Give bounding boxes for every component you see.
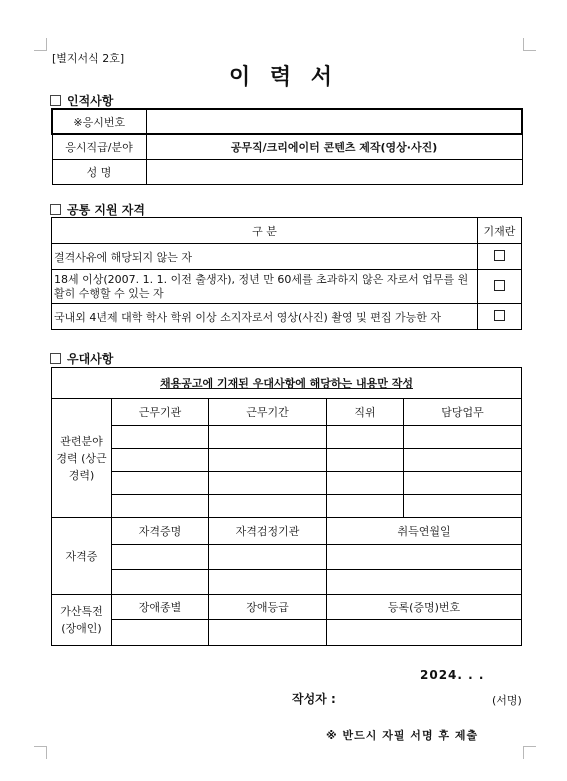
career-cell[interactable] bbox=[112, 426, 209, 449]
form-number: [별지서식 2호] bbox=[52, 52, 125, 65]
checkbox-square-icon bbox=[50, 353, 61, 364]
cert-cell[interactable] bbox=[209, 545, 327, 570]
crop-mark-bottom-right bbox=[523, 746, 536, 759]
col-work-org: 근무기관 bbox=[112, 399, 209, 426]
preference-header: 채용공고에 기재된 우대사항에 해당하는 내용만 작성 bbox=[52, 368, 522, 399]
cert-cell[interactable] bbox=[327, 570, 522, 595]
career-cell[interactable] bbox=[112, 449, 209, 472]
career-cell[interactable] bbox=[327, 472, 404, 495]
career-cell[interactable] bbox=[209, 449, 327, 472]
career-cell[interactable] bbox=[327, 495, 404, 518]
career-cell[interactable] bbox=[327, 426, 404, 449]
bonus-label: 가산특전 (장애인) bbox=[52, 595, 112, 646]
career-cell[interactable] bbox=[404, 495, 522, 518]
table-row bbox=[52, 244, 522, 270]
bonus-cell[interactable] bbox=[327, 620, 522, 646]
col-work-period: 근무기간 bbox=[209, 399, 327, 426]
table-row bbox=[52, 518, 522, 545]
category-header: 구 분 bbox=[52, 218, 478, 244]
col-duties: 담당업무 bbox=[404, 399, 522, 426]
career-cell[interactable] bbox=[112, 472, 209, 495]
section-title-label: 인적사항 bbox=[67, 94, 114, 108]
section-title-label: 공통 지원 자격 bbox=[67, 203, 145, 217]
table-row bbox=[52, 399, 522, 426]
table-row bbox=[52, 472, 522, 495]
table-row bbox=[52, 109, 522, 134]
col-cert-name: 자격증명 bbox=[112, 518, 209, 545]
table-row bbox=[52, 304, 522, 330]
table-row bbox=[52, 426, 522, 449]
table-row bbox=[52, 270, 522, 304]
date-field[interactable]: 2024. . . bbox=[420, 668, 485, 682]
checkbox-square-icon bbox=[50, 95, 61, 106]
cert-cell[interactable] bbox=[327, 545, 522, 570]
table-row bbox=[52, 620, 522, 646]
cert-cell[interactable] bbox=[112, 570, 209, 595]
qualification-item-3: 국내외 4년제 대학 학사 학위 이상 소지자로서 영상(사진) 촬영 및 편집 가능한 자 bbox=[52, 304, 478, 330]
qualification-check-1[interactable] bbox=[478, 244, 522, 270]
table-row bbox=[52, 159, 522, 184]
table-row bbox=[52, 570, 522, 595]
career-cell[interactable] bbox=[209, 426, 327, 449]
checkbox-icon bbox=[494, 250, 505, 261]
name-field[interactable] bbox=[146, 159, 522, 184]
crop-mark-top-left bbox=[34, 38, 47, 51]
table-row bbox=[52, 368, 522, 399]
submission-note: ※ 반드시 자필 서명 후 제출 bbox=[326, 729, 479, 742]
position-field-value: 공무직/크리에이터 콘텐츠 제작(영상·사진) bbox=[146, 134, 522, 159]
career-cell[interactable] bbox=[209, 495, 327, 518]
qualification-table bbox=[51, 217, 522, 330]
checkbox-icon bbox=[494, 280, 505, 291]
cert-cell[interactable] bbox=[112, 545, 209, 570]
col-cert-org: 자격검정기관 bbox=[209, 518, 327, 545]
career-cell[interactable] bbox=[404, 426, 522, 449]
qualification-item-2: 18세 이상(2007. 1. 1. 이전 출생자), 정년 만 60세를 초과하지 않은 자로서 업무를 원활히 수행할 수 있는 자 bbox=[52, 270, 478, 304]
section-qualification-title bbox=[50, 201, 145, 218]
qualification-check-2[interactable] bbox=[478, 270, 522, 304]
applicant-number-label: ※응시번호 bbox=[52, 109, 146, 134]
career-cell[interactable] bbox=[404, 472, 522, 495]
career-cell[interactable] bbox=[112, 495, 209, 518]
section-personal-info-title bbox=[50, 92, 113, 109]
career-label: 관련분야 경력 (상근경력) bbox=[52, 399, 112, 518]
position-field-label: 응시직급/분야 bbox=[52, 134, 146, 159]
check-header: 기재란 bbox=[478, 218, 522, 244]
preference-table bbox=[51, 367, 522, 646]
checkbox-icon bbox=[494, 310, 505, 321]
checkbox-square-icon bbox=[50, 204, 61, 215]
table-row bbox=[52, 449, 522, 472]
table-row bbox=[52, 545, 522, 570]
cert-cell[interactable] bbox=[209, 570, 327, 595]
career-cell[interactable] bbox=[404, 449, 522, 472]
qualification-item-1: 결격사유에 해당되지 않는 자 bbox=[52, 244, 478, 270]
col-disability-type: 장애종별 bbox=[112, 595, 209, 620]
col-registration-number: 등록(증명)번호 bbox=[327, 595, 522, 620]
section-preference-title bbox=[50, 350, 113, 367]
table-row bbox=[52, 134, 522, 159]
bonus-cell[interactable] bbox=[112, 620, 209, 646]
document-title: 이 력 서 bbox=[228, 65, 339, 90]
crop-mark-top-right bbox=[523, 38, 536, 51]
writer-label: 작성자 : bbox=[292, 692, 336, 706]
table-row bbox=[52, 218, 522, 244]
crop-mark-bottom-left bbox=[34, 746, 47, 759]
signature-label: (서명) bbox=[492, 694, 522, 707]
table-row bbox=[52, 595, 522, 620]
personal-info-table bbox=[51, 108, 523, 185]
career-cell[interactable] bbox=[327, 449, 404, 472]
applicant-number-field[interactable] bbox=[146, 109, 522, 134]
career-cell[interactable] bbox=[209, 472, 327, 495]
section-title-label: 우대사항 bbox=[67, 352, 114, 366]
name-label: 성 명 bbox=[52, 159, 146, 184]
col-disability-grade: 장애등급 bbox=[209, 595, 327, 620]
col-position: 직위 bbox=[327, 399, 404, 426]
cert-label: 자격증 bbox=[52, 518, 112, 595]
table-row bbox=[52, 495, 522, 518]
qualification-check-3[interactable] bbox=[478, 304, 522, 330]
bonus-cell[interactable] bbox=[209, 620, 327, 646]
col-cert-date: 취득연월일 bbox=[327, 518, 522, 545]
